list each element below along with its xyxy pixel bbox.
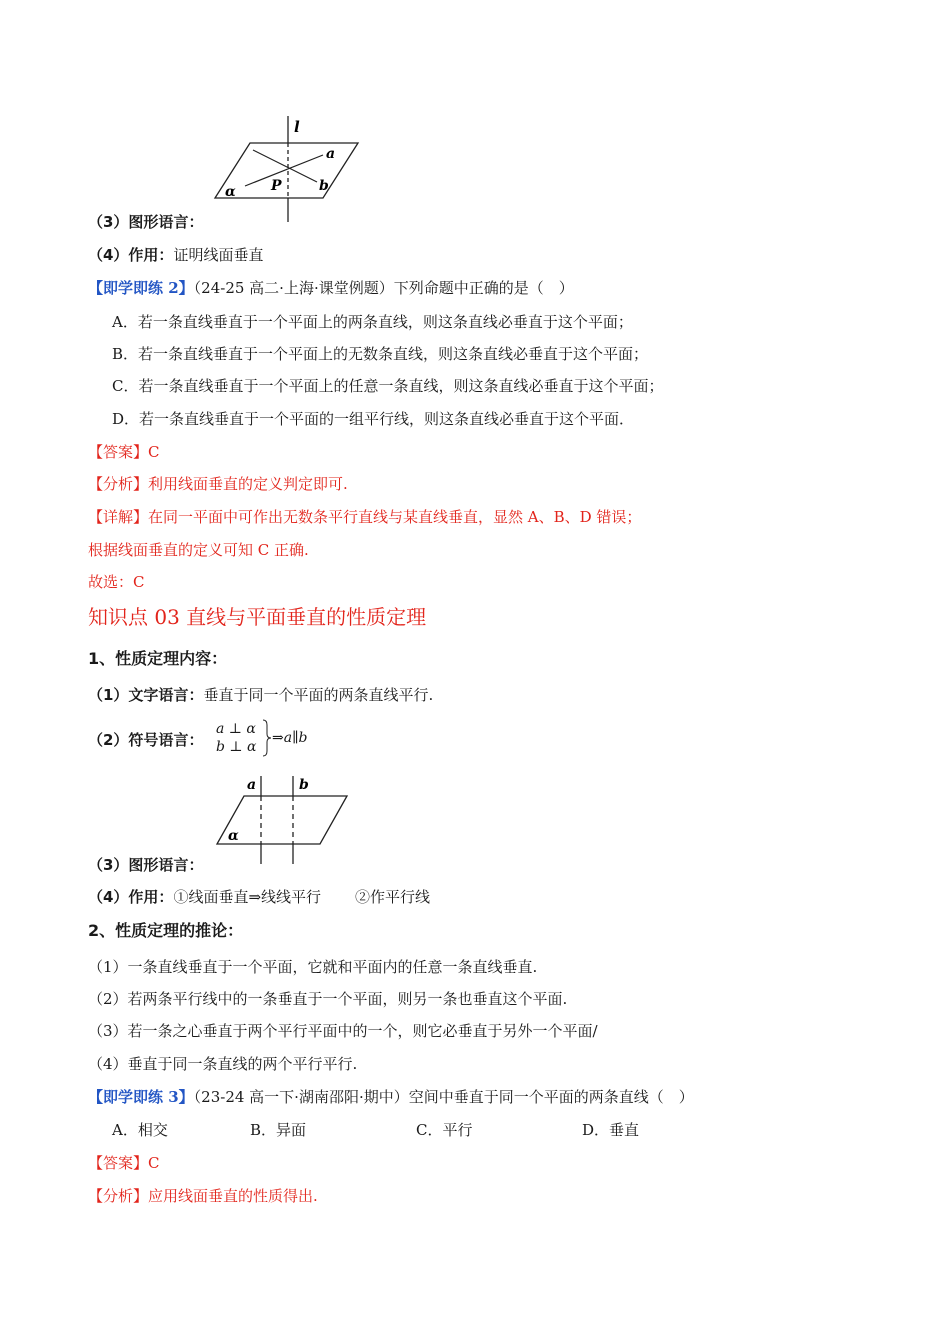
line-b (253, 150, 317, 182)
q3-analysis-tag: 【分析】 (88, 1187, 149, 1205)
brace-icon (262, 719, 272, 757)
s1-text-value: 垂直于同一个平面的两条直线平行. (203, 686, 434, 704)
q2-option-d: D．若一条直线垂直于一个平面的一组平行线，则这条直线必垂直于这个平面． (112, 410, 635, 428)
label-a-2: a (247, 777, 257, 793)
s1-use-label: （4）作用： (88, 888, 174, 906)
q2-option-c: C．若一条直线垂直于一个平面上的任意一条直线，则这条直线必垂直于这个平面； (112, 377, 664, 395)
figure-line-perpendicular-plane (205, 112, 370, 224)
s2-item-2: （2）若两条平行线中的一条垂直于一个平面，则另一条也垂直这个平面. (88, 990, 568, 1008)
item4-label: （4）作用： (88, 246, 174, 264)
label-b: b (319, 178, 329, 194)
s1-use-1: ①线面垂直⇒线线平行 (173, 888, 322, 906)
q3-header (88, 1087, 694, 1107)
q3-analysis (88, 1186, 318, 1206)
s1-symbol-label: （2）符号语言： (88, 731, 204, 749)
q2-option-a: A．若一条直线垂直于一个平面上的两条直线，则这条直线必垂直于这个平面； (112, 313, 633, 331)
s1-figure-label: （3）图形语言： (88, 856, 204, 874)
q2-analysis-tag: 【分析】 (88, 475, 149, 493)
q2-detail (88, 507, 641, 527)
q3-analysis-text: 应用线面垂直的性质得出. (148, 1187, 318, 1205)
q3-tag: 【即学即练 3】 (88, 1088, 194, 1106)
sym-b-perp: b ⊥ α (216, 739, 257, 755)
q2-analysis (88, 474, 348, 494)
s1-use (88, 887, 430, 907)
item4-text: 证明线面垂直 (173, 246, 264, 264)
s2-title: 2、性质定理的推论： (88, 921, 244, 940)
plane-alpha-shape (215, 143, 358, 198)
q3-option-a: A．相交 (112, 1121, 168, 1139)
s1-text-label: （1）文字语言： (88, 686, 204, 704)
q2-header (88, 278, 574, 298)
item3-label: （3）图形语言： (88, 213, 204, 231)
s2-item-3: （3）若一条之心垂直于两个平行平面中的一个，则它必垂直于另外一个平面/ (88, 1022, 598, 1040)
label-a: a (326, 146, 336, 162)
q2-answer (88, 442, 160, 462)
s2-item-4: （4）垂直于同一条直线的两个平行平行. (88, 1055, 358, 1073)
sym-result: ⇒a∥b (272, 730, 308, 746)
s1-use-2: ②作平行线 (355, 888, 431, 906)
label-alpha: α (225, 184, 236, 200)
q3-source: （23-24 高一下·湖南邵阳·期中）空间中垂直于同一个平面的两条直线（ ） (193, 1088, 694, 1106)
q2-source: （24-25 高二·上海·课堂例题）下列命题中正确的是（ ） (193, 279, 574, 297)
q2-detail-tag: 【详解】 (88, 508, 149, 526)
q2-tag: 【即学即练 2】 (88, 279, 194, 297)
q2-option-b: B．若一条直线垂直于一个平面上的无数条直线，则这条直线必垂直于这个平面； (112, 345, 649, 363)
label-p: P (271, 178, 282, 194)
label-alpha-2: α (228, 828, 239, 844)
figure-two-lines-perpendicular (212, 770, 357, 868)
label-b-2: b (299, 777, 309, 793)
q2-answer-value: C (148, 443, 160, 461)
q2-choice: 故选：C (88, 573, 145, 591)
s1-text-language (88, 685, 433, 705)
q3-answer (88, 1153, 160, 1173)
q2-detail-2: 根据线面垂直的定义可知 C 正确. (88, 541, 309, 559)
sym-a-perp: a ⊥ α (216, 721, 256, 737)
q2-analysis-text: 利用线面垂直的定义判定即可. (148, 475, 348, 493)
q3-option-d: D．垂直 (582, 1121, 640, 1139)
q2-answer-tag: 【答案】 (88, 443, 149, 461)
q3-answer-tag: 【答案】 (88, 1154, 149, 1172)
q3-option-b: B．异面 (250, 1121, 307, 1139)
line-a (245, 155, 323, 186)
s1-title: 1、性质定理内容： (88, 649, 228, 668)
section-title: 知识点 03 直线与平面垂直的性质定理 (88, 605, 427, 629)
label-l: l (294, 118, 300, 136)
s2-item-1: （1）一条直线垂直于一个平面，它就和平面内的任意一条直线垂直. (88, 958, 538, 976)
q3-option-c: C．平行 (416, 1121, 473, 1139)
item4 (88, 245, 263, 265)
q3-answer-value: C (148, 1154, 160, 1172)
q2-detail-text: 在同一平面中可作出无数条平行直线与某直线垂直，显然 A、B、D 错误； (148, 508, 642, 526)
